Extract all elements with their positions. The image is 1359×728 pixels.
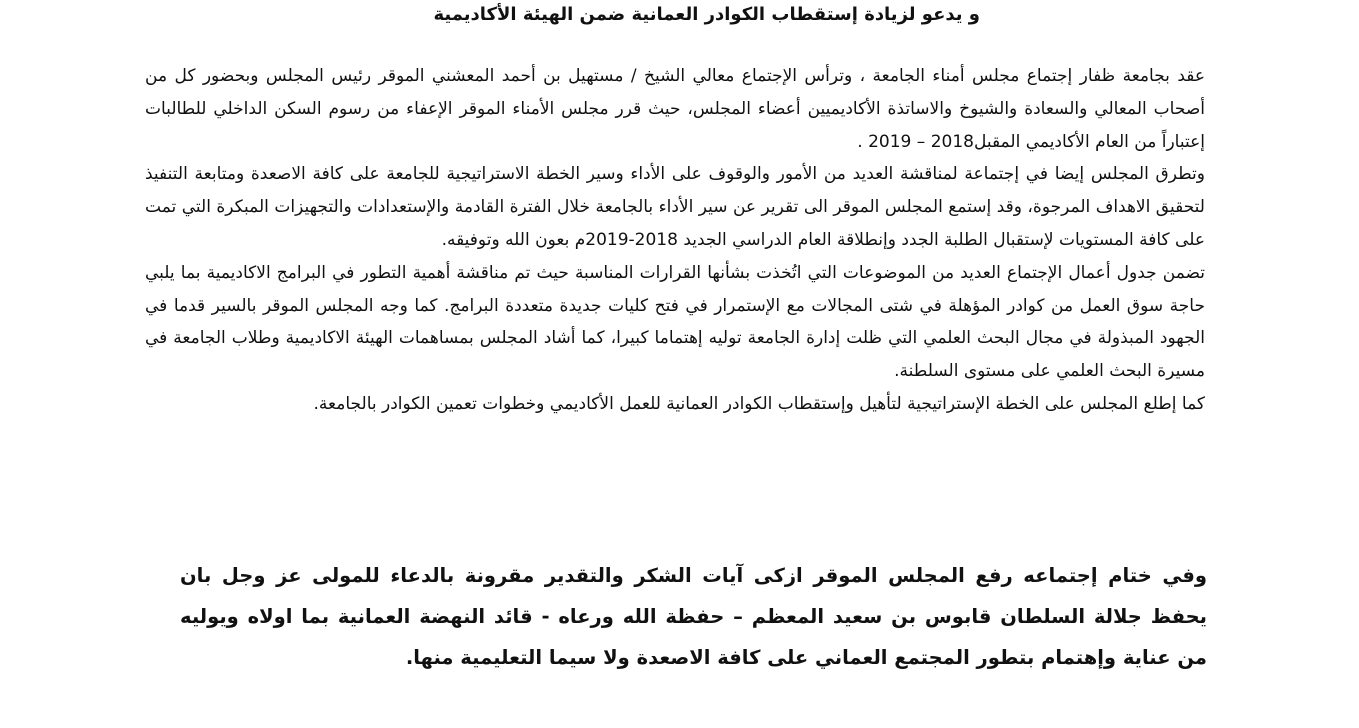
- paragraph-omanization: كما إطلع المجلس على الخطة الإستراتيجية لتأهيل وإستقطاب الكوادر العمانية للعمل الأكاديمي وخطوات تعمين الكوادر بالجامعة.: [313, 393, 1205, 414]
- page-title: و يدعو لزيادة إستقطاب الكوادر العمانية ضمن الهيئة الأكاديمية: [433, 4, 980, 25]
- paragraph-meeting-summary: عقد بجامعة ظفار إجتماع مجلس أمناء الجامعة ، وترأس الإجتماع معالي الشيخ / مستهيل بن أحمد المعشني الموقر رئيس المجلس وبحضور كل من أصحاب المعالي والسعادة والشيوخ والاساتذة الأكاديميين أعضاء المجلس، حيث قرر مجلس الأمناء الموقر الإعفاء من رسوم السكن الداخلي للطالبات إعتباراً من العام الأكاديمي المقبل2018 – 2019 .: [145, 66, 1205, 152]
- article-body: [145, 60, 1205, 421]
- paragraph-strategic-plan: وتطرق المجلس إيضا في إجتماعة لمناقشة العديد من الأمور والوقوف على الأداء وسير الخطة الاستراتيجية للجامعة على كافة الاصعدة ومتابعة التنفيذ لتحقيق الاهداف المرجوة، وقد إستمع المجلس الموقر الى تقرير عن سير الأداء بالجامعة خلال الفترة القادمة والإستعدادات والتجهيزات المبكرة التي تمت على كافة المستويات لإستقبال الطلبة الجدد وإنطلاقة العام الدراسي الجديد 2018-2019م بعون الله وتوفيقه.: [145, 164, 1205, 250]
- paragraph-agenda: تضمن جدول أعمال الإجتماع العديد من الموضوعات التي اتُخذت بشأنها القرارات المناسبة حيث تم مناقشة أهمية التطور في البرامج الاكاديمية بما يلبي حاجة سوق العمل من كوادر المؤهلة في شتى المجالات مع الإستمرار في فتح كليات جديدة متعددة البرامج. كما وجه المجلس الموقر بالسير قدما في الجهود المبذولة في مجال البحث العلمي التي ظلت إدارة الجامعة توليه إهتماما كبيرا، كما أشاد المجلس بمساهمات الهيئة الاكاديمية وطلاب الجامعة في مسيرة البحث العلمي على مستوى السلطنة.: [145, 262, 1205, 382]
- closing-paragraph: وفي ختام إجتماعه رفع المجلس الموقر ازكى آيات الشكر والتقدير مقرونة بالدعاء للمولى عز وجل بان يحفظ جلالة السلطان قابوس بن سعيد المعظم – حفظة الله ورعاه - قائد النهضة العمانية بما اولاه ويوليه من عناية وإهتمام بتطور المجتمع العماني على كافة الاصعدة ولا سيما التعليمية منها.: [180, 563, 1207, 669]
